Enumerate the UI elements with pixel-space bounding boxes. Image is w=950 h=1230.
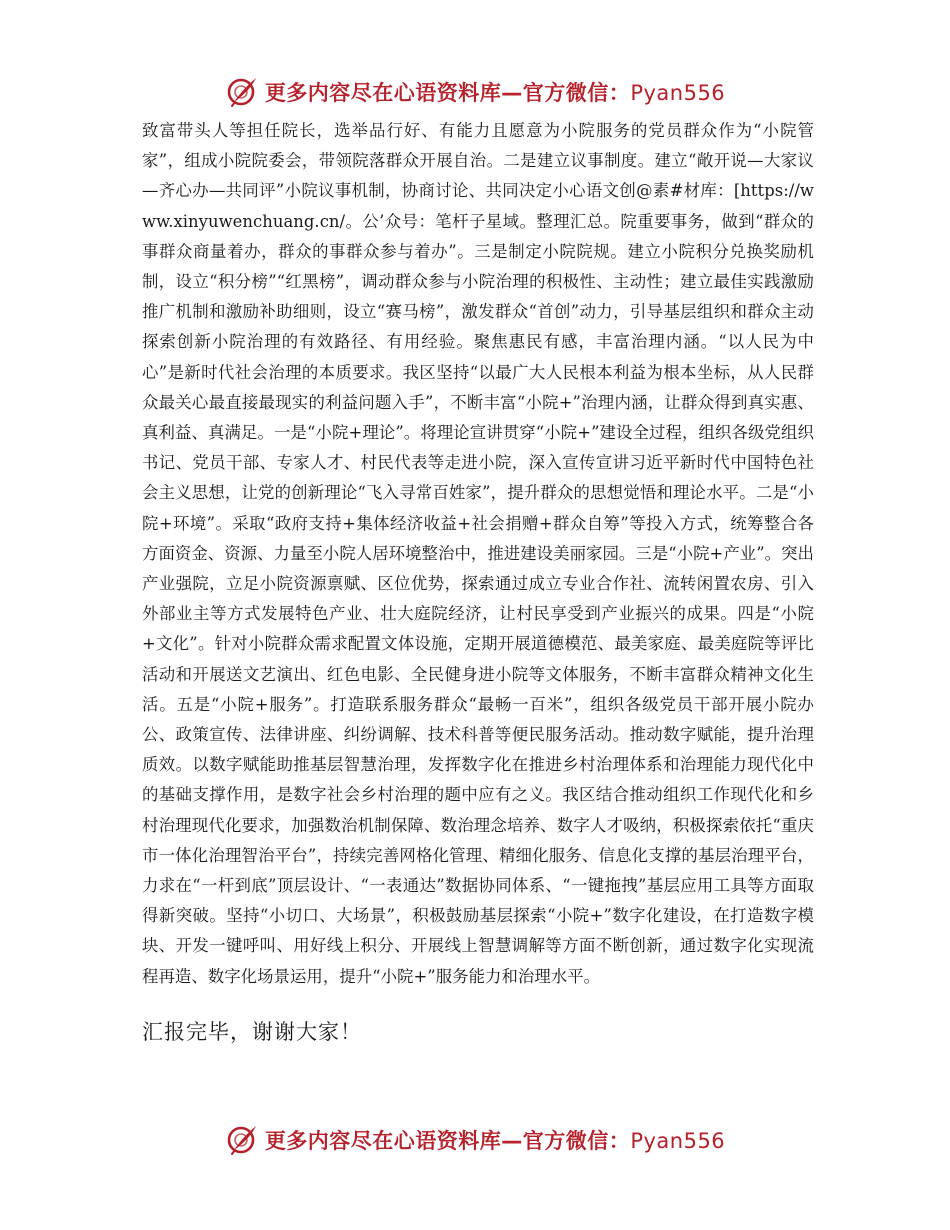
closing-remark: 汇报完毕，谢谢大家！ <box>142 1019 362 1044</box>
header-watermark-banner <box>0 70 950 114</box>
quill-pen-logo-icon <box>225 75 259 109</box>
document-content <box>142 116 814 1048</box>
footer-brand-text: 更多内容尽在心语资料库—官方微信：Pyan556 <box>264 1129 726 1153</box>
footer-wechat-handle: Pyan556 <box>630 1129 726 1153</box>
header-wechat-handle: Pyan556 <box>630 81 726 105</box>
footer-watermark-banner <box>0 1118 950 1162</box>
body-paragraph: 致富带头人等担任院长，选举品行好、有能力且愿意为小院服务的党员群众作为“小院管家”，组成小院院委会，带领院落群众开展自治。二是建立议事制度。建立“敞开说—大家议—齐心办—共同评”小院议事机制，协商讨论、共同决定小心语文创@素#材库：[https://www.xinyuwenchuang.cn/。公’众号：笔杆子星域。整理汇总。院重要事务，做到“群众的事群众商量着办，群众的事群众参与着办”。三是制定小院院规。建立小院积分兑换奖励机制，设立“积分榜”“红黑榜”，调动群众参与小院治理的积极性、主动性；建立最佳实践激励推广机制和激励补助细则，设立“赛马榜”，激发群众“首创”动力，引导基层组织和群众主动探索创新小院治理的有效路径、有用经验。聚焦惠民有感，丰富治理内涵。“以人民为中心”是新时代社会治理的本质要求。我区坚持“以最广大人民根本利益为根本坐标，从人民群众最关心最直接最现实的利益问题入手”，不断丰富“小院+”治理内涵，让群众得到真实惠、真利益、真满足。一是“小院+理论”。将理论宣讲贯穿“小院+”建设全过程，组织各级党组织书记、党员干部、专家人才、村民代表等走进小院，深入宣传宣讲习近平新时代中国特色社会主义思想，让党的创新理论“飞入寻常百姓家”，提升群众的思想觉悟和理论水平。二是“小院+环境”。采取“政府支持+集体经济收益+社会捐赠+群众自筹”等投入方式，统筹整合各方面资金、资源、力量至小院人居环境整治中，推进建设美丽家园。三是“小院+产业”。突出产业强院，立足小院资源禀赋、区位优势，探索通过成立专业合作社、流转闲置农房、引入外部业主等方式发展特色产业、壮大庭院经济，让村民享受到产业振兴的成果。四是“小院+文化”。针对小院群众需求配置文体设施，定期开展道德模范、最美家庭、最美庭院等评比活动和开展送文艺演出、红色电影、全民健身进小院等文体服务，不断丰富群众精神文化生活。五是“小院+服务”。打造联系服务群众“最畅一百米”，组织各级党员干部开展小院办公、政策宣传、法律讲座、纠纷调解、技术科普等便民服务活动。推动数字赋能，提升治理质效。以数字赋能助推基层智慧治理，发挥数字化在推进乡村治理体系和治理能力现代化中的基础支撑作用，是数字社会乡村治理的题中应有之义。我区结合推动组织工作现代化和乡村治理现代化要求，加强数治机制保障、数治理念培养、数字人才吸纳，积极探索依托“重庆市一体化治理智治平台”，持续完善网格化管理、精细化服务、信息化支撑的基层治理平台，力求在“一杆到底”顶层设计、“一表通达”数据协同体系、“一键拖拽”基层应用工具等方面取得新突破。坚持“小切口、大场景”，积极鼓励基层探索“小院+”数字化建设，在打造数字模块、开发一键呼叫、用好线上积分、开展线上智慧调解等方面不断创新，通过数字化实现流程再造、数字化场景运用，提升“小院+”服务能力和治理水平。 <box>142 121 814 986</box>
header-brand-text: 更多内容尽在心语资料库—官方微信：Pyan556 <box>264 81 726 105</box>
quill-pen-logo-icon <box>225 1123 259 1157</box>
